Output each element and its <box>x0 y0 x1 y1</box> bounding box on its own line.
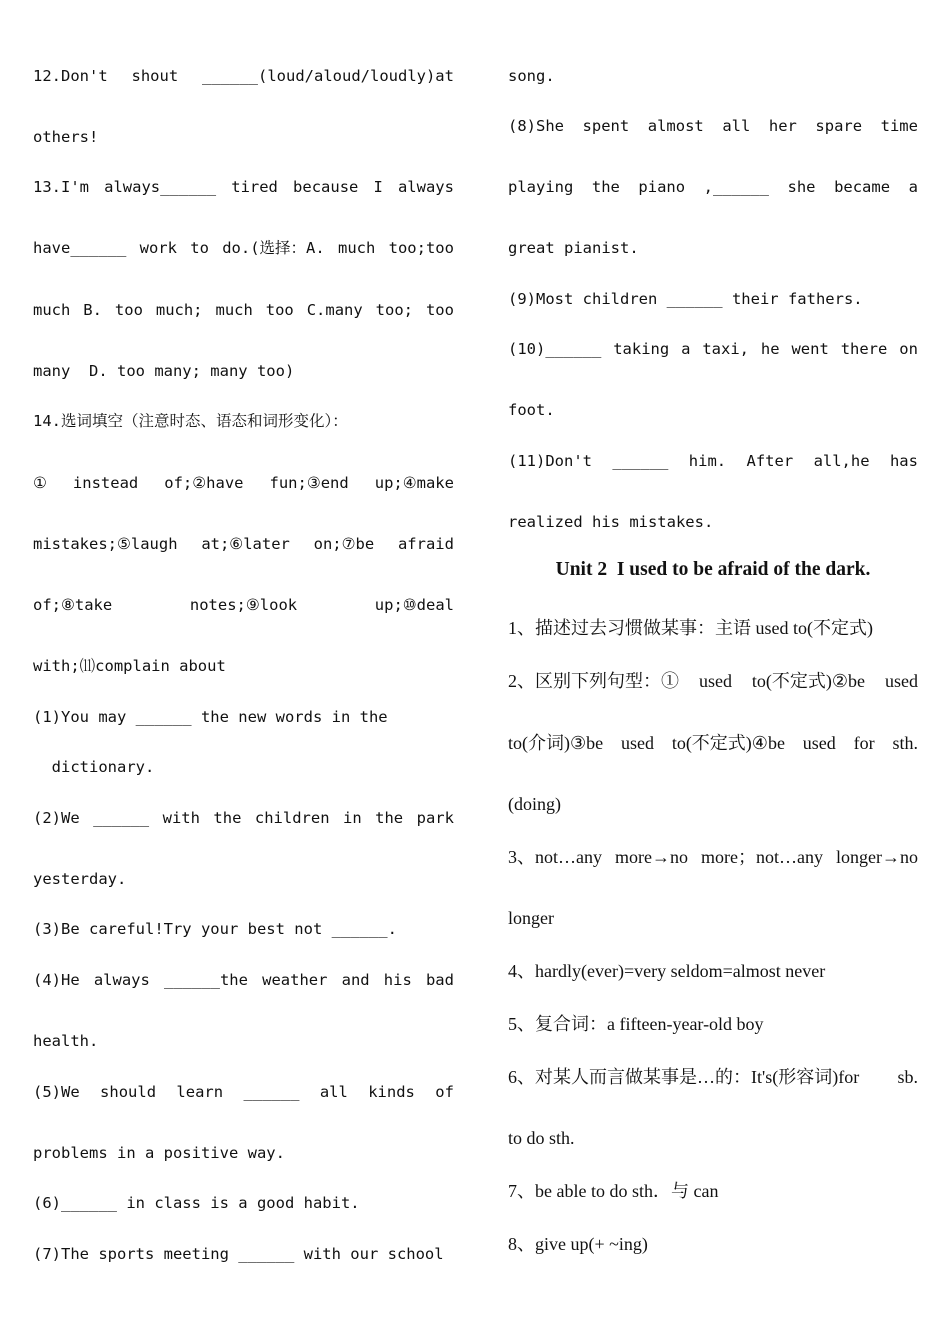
note-4: 4、hardly(ever)=very seldom=almost never <box>508 961 826 981</box>
word: the <box>375 809 404 827</box>
word: on <box>899 340 918 358</box>
word: used <box>620 733 654 753</box>
note-6-line-2: to do sth. <box>508 1128 575 1148</box>
note-2-line-3: (doing) <box>508 794 561 814</box>
note-7: 7、be able to do sth．与 can <box>508 1181 719 1201</box>
word: ______ <box>612 452 669 470</box>
word: he <box>760 340 780 358</box>
word: afraid <box>397 535 454 553</box>
word: always <box>397 178 454 196</box>
sentence-10 <box>508 339 918 359</box>
word: up;⑩deal <box>374 596 454 614</box>
word: and <box>341 971 370 989</box>
word: kinds <box>368 1083 415 1101</box>
word: playing <box>508 178 574 196</box>
word: ① <box>33 474 47 492</box>
word: her <box>768 117 797 135</box>
word: there <box>840 340 888 358</box>
word: 12.Don't <box>33 67 108 85</box>
sentence-8-line-2 <box>508 177 918 197</box>
word: used <box>884 671 918 691</box>
word: too <box>425 301 454 319</box>
word: more；not…any <box>701 847 823 867</box>
word: I <box>373 178 383 196</box>
sentence-11 <box>508 451 918 471</box>
word: (2)We <box>33 809 80 827</box>
word: sb. <box>897 1067 918 1087</box>
sentence-4 <box>33 970 454 990</box>
word: sth. <box>892 733 918 753</box>
word: much <box>33 301 71 319</box>
note-3 <box>508 846 918 868</box>
word: ______ <box>93 809 150 827</box>
word: instead <box>72 474 139 492</box>
word: went <box>791 340 829 358</box>
word: tired <box>231 178 278 196</box>
word: (5)We <box>33 1083 80 1101</box>
word: in <box>343 809 362 827</box>
note-3-line-2: longer <box>508 908 554 928</box>
sentence-7: (7)The sports meeting ______ with our school <box>33 1245 444 1263</box>
word: to(介词)③be <box>508 733 604 753</box>
word: B. <box>83 301 102 319</box>
word: for <box>853 733 875 753</box>
sentence-2-line-2: yesterday. <box>33 870 127 888</box>
word: much <box>215 301 253 319</box>
note-2 <box>508 670 918 692</box>
word: with <box>162 809 200 827</box>
word: to(不定式)④be <box>671 733 785 753</box>
word: 2、区别下列句型：① <box>508 671 679 691</box>
word: to <box>190 239 209 257</box>
word: children <box>254 809 330 827</box>
sentence-6: (6)______ in class is a good habit. <box>33 1194 360 1212</box>
word: (8)She <box>508 117 564 135</box>
word: she <box>787 178 816 196</box>
word: piano <box>638 178 686 196</box>
sentence-8-line-3: great pianist. <box>508 239 639 257</box>
word: spent <box>582 117 630 135</box>
word: ______the <box>163 971 248 989</box>
unit-title: Unit 2 I used to be afraid of the dark. <box>555 559 871 580</box>
word: work <box>139 239 177 257</box>
exercise-14-title: 14.选词填空（注意时态、语态和词形变化）： <box>33 412 348 430</box>
word: After <box>746 452 794 470</box>
word: all,he <box>813 452 870 470</box>
word: shout <box>131 67 179 85</box>
word: almost <box>647 117 704 135</box>
word: spare <box>815 117 863 135</box>
word: has <box>889 452 918 470</box>
word: 3、not…any <box>508 847 602 867</box>
exercise-13-line-2 <box>33 238 454 258</box>
word: too <box>265 301 294 319</box>
sentence-11-line-2: realized his mistakes. <box>508 513 714 531</box>
word: the <box>591 178 620 196</box>
word: of;②have <box>164 474 244 492</box>
sentence-1: (1)You may ______ the new words in the <box>33 708 388 726</box>
word: do.(选择：A. <box>222 239 325 257</box>
word: ______(loud/aloud/loudly)at <box>202 67 454 85</box>
sentence-5-line-2: problems in a positive way. <box>33 1144 285 1162</box>
sentence-4-line-2: health. <box>33 1032 99 1050</box>
word: a <box>908 178 918 196</box>
note-8: 8、give up(+ ~ing) <box>508 1234 648 1254</box>
word: much; <box>155 301 203 319</box>
word: (11)Don't <box>508 452 592 470</box>
word: the <box>213 809 242 827</box>
word: 13.I'm <box>33 178 89 196</box>
word: notes;⑨look <box>189 596 298 614</box>
word-bank-line-4: with;⑾complain about <box>33 657 226 675</box>
word: to(不定式)②be <box>751 671 866 691</box>
word: of <box>435 1083 454 1101</box>
sentence-2 <box>33 808 454 828</box>
word: fun;③end <box>269 474 349 492</box>
word: weather <box>262 971 328 989</box>
word-bank-line-1 <box>33 473 454 493</box>
word: a <box>681 340 691 358</box>
exercise-12-line <box>33 66 454 86</box>
word: have______ <box>33 239 127 257</box>
word: (4)He <box>33 971 80 989</box>
word: all <box>319 1083 348 1101</box>
note-1: 1、描述过去习惯做某事：主语 used to(不定式) <box>508 618 873 638</box>
sentence-3: (3)Be careful!Try your best not ______. <box>33 920 397 938</box>
word: too; <box>375 301 413 319</box>
word: longer→no <box>836 847 918 867</box>
word: always <box>93 971 150 989</box>
word-bank-line-3 <box>33 595 454 615</box>
word: at;⑥later <box>201 535 290 553</box>
word: C.many <box>306 301 363 319</box>
word: on;⑦be <box>313 535 375 553</box>
exercise-13-line-4: many D. too many; many too) <box>33 362 295 380</box>
exercise-13-line-3 <box>33 300 454 320</box>
word: should <box>100 1083 157 1101</box>
word: became <box>834 178 891 196</box>
word: bad <box>425 971 454 989</box>
word: 6、对某人而言做某事是…的：It's(形容词)for <box>508 1067 860 1087</box>
note-5: 5、复合词：a fifteen-year-old boy <box>508 1014 764 1034</box>
word: too <box>114 301 143 319</box>
word: more→no <box>615 847 688 867</box>
word: taxi, <box>702 340 750 358</box>
word: his <box>383 971 412 989</box>
word: (10)______ <box>508 340 602 358</box>
note-2-line-2 <box>508 732 918 754</box>
sentence-5 <box>33 1082 454 1102</box>
word: him. <box>688 452 727 470</box>
word: all <box>722 117 751 135</box>
word: taking <box>613 340 670 358</box>
word: much <box>338 239 376 257</box>
word: used <box>802 733 836 753</box>
note-6 <box>508 1066 918 1088</box>
sentence-10-line-2: foot. <box>508 401 555 419</box>
word: park <box>416 809 454 827</box>
word: ,______ <box>703 178 769 196</box>
sentence-9: (9)Most children ______ their fathers. <box>508 290 863 308</box>
exercise-12-line-2: others! <box>33 128 99 146</box>
word: learn <box>176 1083 224 1101</box>
word: of;⑧take <box>33 596 113 614</box>
sentence-8 <box>508 116 918 136</box>
exercise-13-line <box>33 177 454 197</box>
sentence-7-line-2: song. <box>508 67 555 85</box>
word: because <box>293 178 359 196</box>
word: too;too <box>388 239 454 257</box>
word: up;④make <box>374 474 454 492</box>
word-bank-line-2 <box>33 534 454 554</box>
word: used <box>698 671 732 691</box>
word: mistakes;⑤laugh <box>33 535 178 553</box>
word: time <box>880 117 918 135</box>
word: ______ <box>243 1083 300 1101</box>
word: always______ <box>104 178 217 196</box>
sentence-1-line-2: dictionary. <box>33 758 155 776</box>
